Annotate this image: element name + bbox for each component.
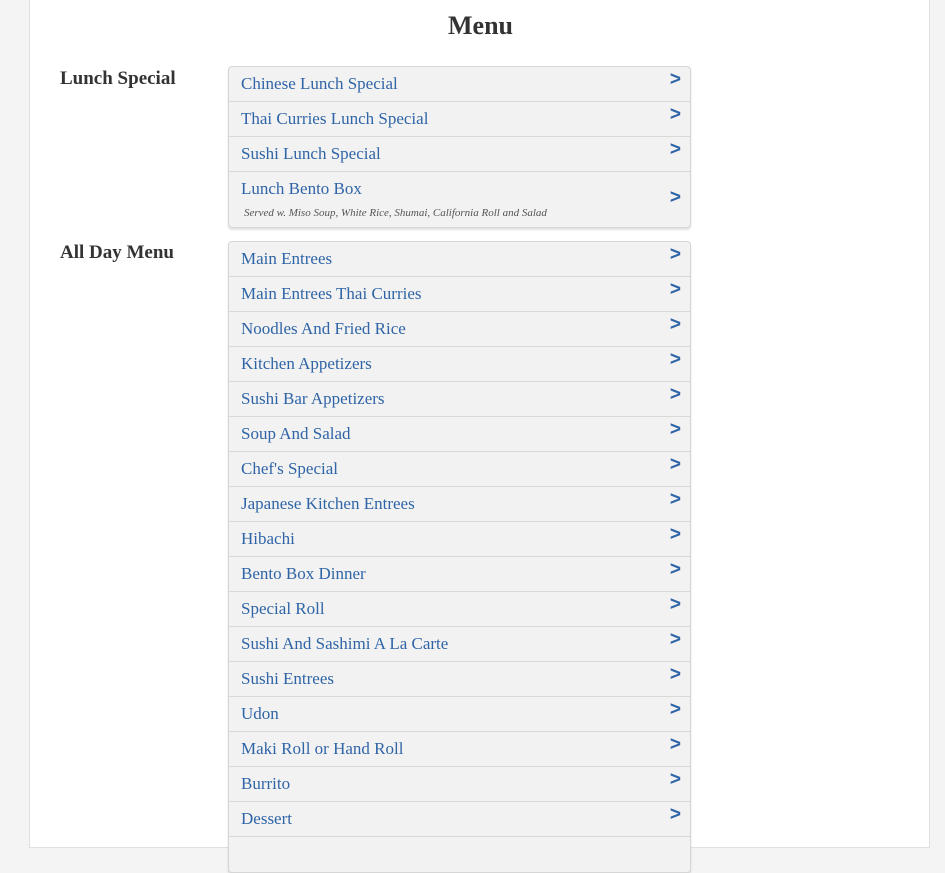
- menu-item-dessert[interactable]: [229, 802, 690, 837]
- menu-item-sushi-and-sashimi-a-la-carte[interactable]: [229, 627, 690, 662]
- section-label-lunch-special: Lunch Special: [60, 68, 176, 89]
- item-name: Chef's Special: [241, 459, 339, 478]
- item-name: Main Entrees Thai Curries: [241, 284, 422, 303]
- item-name: Hibachi: [241, 529, 295, 548]
- item-description: Served w. Miso Soup, White Rice, Shumai, California Roll and Salad: [244, 207, 547, 219]
- chevron-right-icon: >: [669, 804, 681, 825]
- chevron-right-icon: >: [669, 69, 681, 90]
- item-name: Thai Curries Lunch Special: [241, 109, 429, 128]
- menu-item-main-entrees-thai-curries[interactable]: [229, 277, 690, 312]
- chevron-right-icon: >: [669, 314, 681, 335]
- chevron-right-icon: >: [669, 664, 681, 685]
- menu-item-partial[interactable]: [229, 837, 690, 872]
- menu-item-sushi-lunch-special[interactable]: [229, 137, 690, 172]
- menu-item-thai-curries-lunch-special[interactable]: [229, 102, 690, 137]
- chevron-right-icon: >: [669, 279, 681, 300]
- chevron-right-icon: >: [669, 139, 681, 160]
- chevron-right-icon: >: [669, 489, 681, 510]
- page-title: Menu: [448, 11, 513, 40]
- menu-item-burrito[interactable]: [229, 767, 690, 802]
- menu-item-noodles-and-fried-rice[interactable]: [229, 312, 690, 347]
- item-name: Sushi Bar Appetizers: [241, 389, 385, 408]
- chevron-right-icon: >: [669, 769, 681, 790]
- chevron-right-icon: >: [669, 559, 681, 580]
- item-name: Bento Box Dinner: [241, 564, 366, 583]
- chevron-right-icon: >: [669, 384, 681, 405]
- menu-item-chinese-lunch-special[interactable]: [229, 67, 690, 102]
- menu-item-main-entrees[interactable]: [229, 242, 690, 277]
- item-name: Sushi And Sashimi A La Carte: [241, 634, 449, 653]
- chevron-right-icon: >: [669, 419, 681, 440]
- item-name: Maki Roll or Hand Roll: [241, 739, 404, 758]
- chevron-right-icon: >: [669, 524, 681, 545]
- menu-item-kitchen-appetizers[interactable]: [229, 347, 690, 382]
- menu-item-maki-roll-or-hand-roll[interactable]: [229, 732, 690, 767]
- chevron-right-icon: >: [669, 104, 681, 125]
- menu-item-bento-box-dinner[interactable]: [229, 557, 690, 592]
- menu-item-special-roll[interactable]: [229, 592, 690, 627]
- item-name: Japanese Kitchen Entrees: [241, 494, 415, 513]
- menu-panel: [29, 0, 930, 848]
- chevron-right-icon: >: [669, 594, 681, 615]
- item-name: Main Entrees: [241, 249, 333, 268]
- all-day-menu-list: [228, 241, 691, 873]
- chevron-right-icon: >: [669, 187, 681, 208]
- item-name: Soup And Salad: [241, 424, 351, 443]
- item-name: Sushi Entrees: [241, 669, 335, 688]
- chevron-right-icon: >: [669, 699, 681, 720]
- chevron-right-icon: >: [669, 734, 681, 755]
- menu-item-chefs-special[interactable]: [229, 452, 690, 487]
- menu-item-udon[interactable]: [229, 697, 690, 732]
- menu-item-japanese-kitchen-entrees[interactable]: [229, 487, 690, 522]
- menu-item-soup-and-salad[interactable]: [229, 417, 690, 452]
- item-name: Lunch Bento Box: [241, 179, 362, 198]
- menu-item-sushi-entrees[interactable]: [229, 662, 690, 697]
- chevron-right-icon: >: [669, 629, 681, 650]
- item-name: Kitchen Appetizers: [241, 354, 372, 373]
- item-name: Udon: [241, 704, 279, 723]
- item-name: Dessert: [241, 809, 292, 828]
- lunch-special-list: [228, 66, 691, 228]
- chevron-right-icon: >: [669, 349, 681, 370]
- item-name: Sushi Lunch Special: [241, 144, 381, 163]
- chevron-right-icon: >: [669, 244, 681, 265]
- menu-item-lunch-bento-box[interactable]: [229, 172, 690, 227]
- section-label-all-day-menu: All Day Menu: [60, 242, 174, 263]
- menu-item-sushi-bar-appetizers[interactable]: [229, 382, 690, 417]
- item-name: Special Roll: [241, 599, 325, 618]
- chevron-right-icon: >: [669, 454, 681, 475]
- item-name: Burrito: [241, 774, 291, 793]
- item-name: Noodles And Fried Rice: [241, 319, 406, 338]
- menu-item-hibachi[interactable]: [229, 522, 690, 557]
- item-name: Chinese Lunch Special: [241, 74, 398, 93]
